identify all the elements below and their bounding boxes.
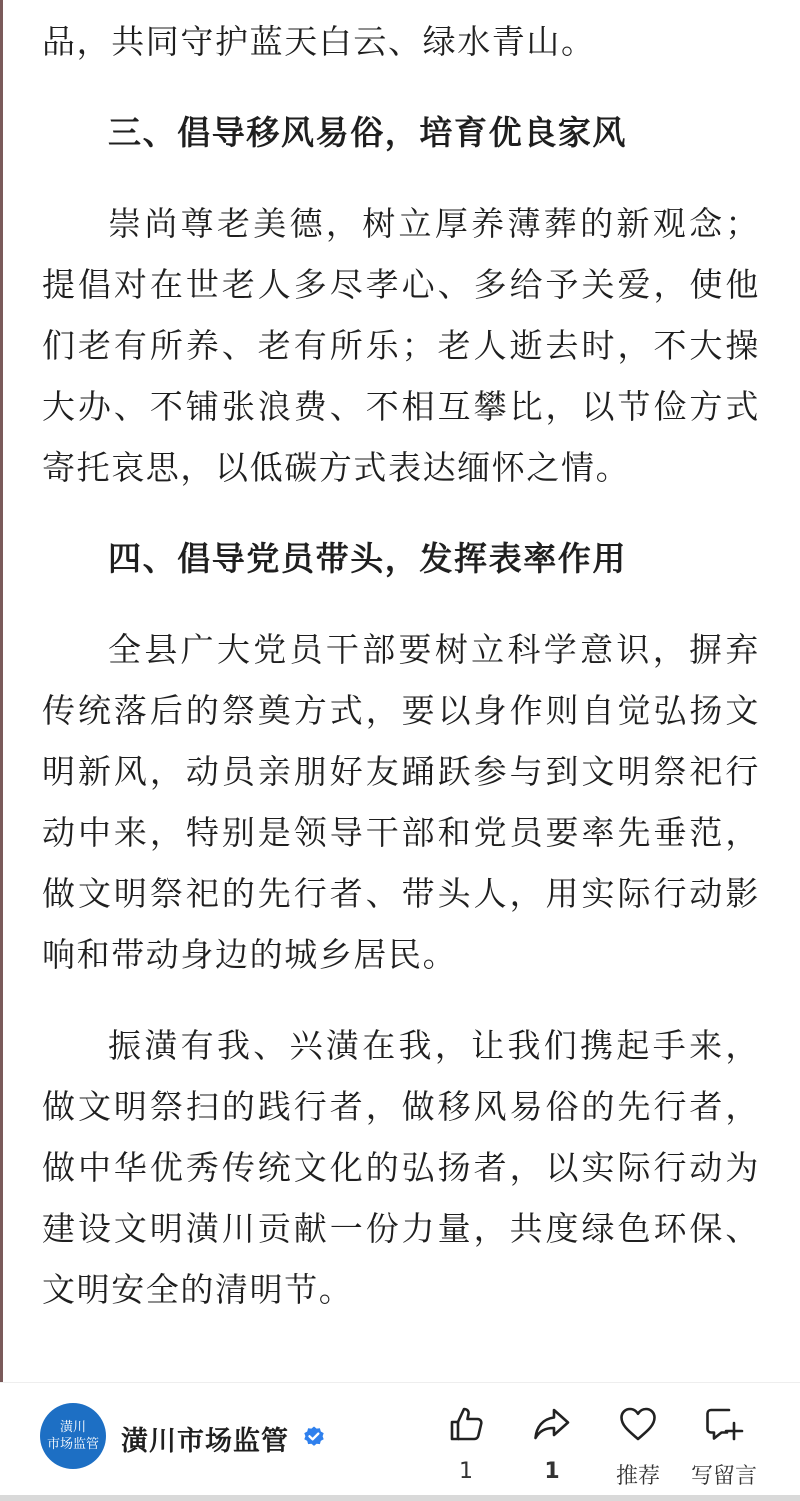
account-name[interactable]: 潢川市场监管 xyxy=(121,1426,289,1457)
verified-badge-icon xyxy=(302,1425,326,1449)
article-paragraph-4: 全县广大党员干部要树立科学意识，摒弃传统落后的祭奠方式，要以身作则自觉弘扬文明新风，动员亲朋好友踊跃参与到文明祭祀行动中来，特别是领导干部和党员要率先垂范，做文明祭祀的先行者、带头人，用实际行动影响和带动身边的城乡居民。 xyxy=(42,630,760,974)
comment-add-icon xyxy=(703,1403,745,1445)
comment-button[interactable] xyxy=(679,1403,769,1490)
recommend-label: 推荐 xyxy=(615,1464,660,1489)
like-button[interactable] xyxy=(421,1403,511,1484)
article-paragraph-3: 崇尚尊老美德，树立厚养薄葬的新观念；提倡对在世老人多尽孝心、多给予关爱，使他们老有所养、老有所乐；老人逝去时，不大操大办、不铺张浪费、不相互攀比，以节俭方式寄托哀思，以低碳方式表达缅怀之情。 xyxy=(42,204,760,487)
section-heading-4: 四、倡导党员带头，发挥表率作用 xyxy=(108,539,627,578)
article-paragraph-1: 品，共同守护蓝天白云、绿水青山。 xyxy=(42,22,596,61)
bottom-action-bar xyxy=(0,1382,800,1501)
avatar-text-line1: 潢川 xyxy=(59,1420,86,1435)
heart-icon xyxy=(617,1403,659,1445)
share-button[interactable] xyxy=(507,1403,597,1484)
account-avatar[interactable] xyxy=(40,1403,106,1469)
share-count: 1 xyxy=(544,1459,560,1484)
thumbs-up-icon xyxy=(445,1403,487,1445)
bottom-bar-shadow xyxy=(0,1495,800,1501)
avatar-text-line2: 市场监管 xyxy=(46,1437,99,1452)
left-edge-divider xyxy=(0,0,3,1500)
article-body xyxy=(42,0,760,1320)
section-heading-3: 三、倡导移风易俗，培育优良家风 xyxy=(108,113,627,152)
recommend-button[interactable] xyxy=(593,1403,683,1490)
article-paragraph-5: 振潢有我、兴潢在我，让我们携起手来，做文明祭扫的践行者，做移风易俗的先行者，做中华优秀传统文化的弘扬者，以实际行动为建设文明潢川贡献一份力量，共度绿色环保、文明安全的清明节。 xyxy=(42,1026,760,1309)
share-arrow-icon xyxy=(531,1403,573,1445)
like-count: 1 xyxy=(459,1459,473,1484)
comment-label: 写留言 xyxy=(690,1464,757,1489)
